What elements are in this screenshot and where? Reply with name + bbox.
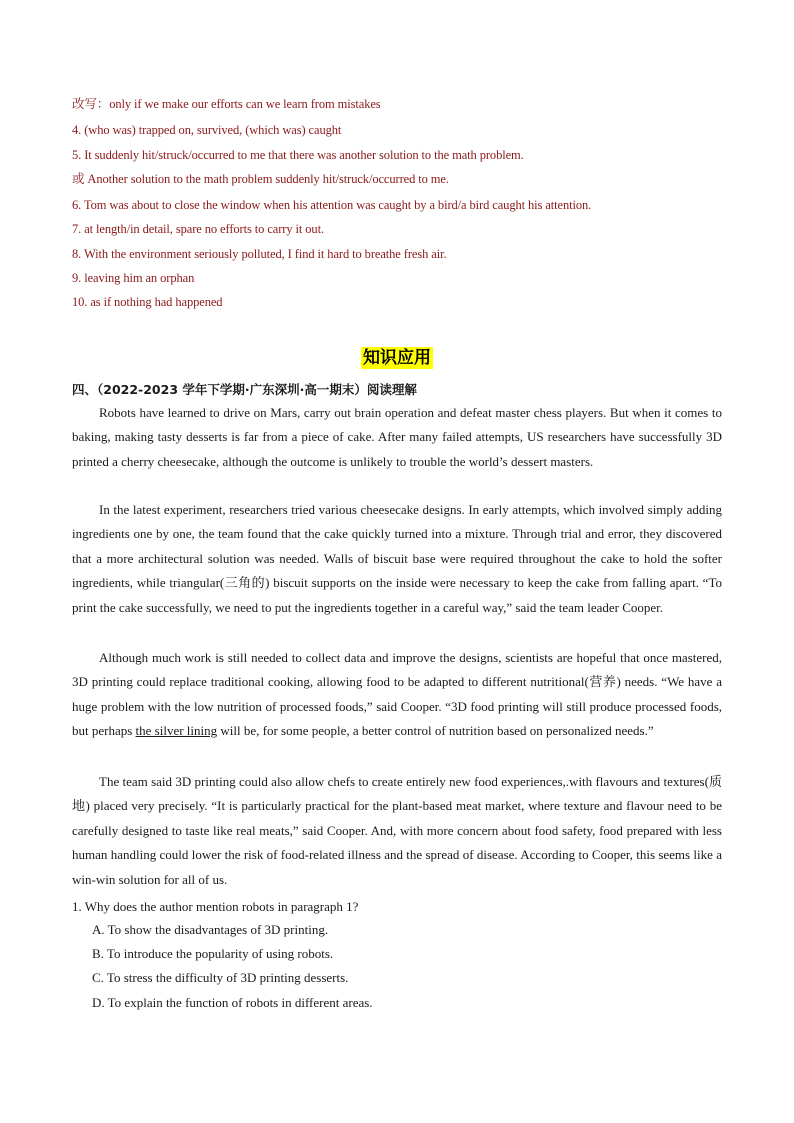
answer-9: 9. leaving him an orphan xyxy=(72,271,195,285)
question-header: 四、（2022-2023 学年下学期·广东深圳·高一期末）阅读理解 xyxy=(72,382,417,397)
answer-7: 7. at length/in detail, spare no efforts to carry it out. xyxy=(72,222,324,236)
question-1-stem: 1. Why does the author mention robots in paragraph 1? xyxy=(72,899,359,914)
section-title xyxy=(72,343,722,368)
underlined-phrase: the silver lining xyxy=(135,723,218,739)
passage-paragraph-1: Robots have learned to drive on Mars, carry out brain operation and defeat master chess players. But when it comes to baking, making tasty desserts is far from a piece of cake. After many failed attempts, US researchers have successfully 3D printed a cherry cheesecake, although the outcome is unlikely to trouble the world’s dessert masters. xyxy=(72,405,722,469)
option-b: B. To introduce the popularity of using robots. xyxy=(92,946,334,961)
passage-paragraph-4: The team said 3D printing could also allow chefs to create entirely new food experiences,.with flavours and textures(质地) placed very precisely. “It is particularly practical for the plant-based meat market, where texture and flavour need to be carefully designed to taste like real meats,” said Cooper. And, with more concern about food safety, food prepared with less human handling could lower the risk of food-related illness and the spread of disease. According to Cooper, this seems like a win-win solution for all of us. xyxy=(72,774,722,887)
option-c: C. To stress the difficulty of 3D printing desserts. xyxy=(92,970,349,985)
answer-8: 8. With the environment seriously polluted, I find it hard to breathe fresh air. xyxy=(72,247,447,261)
section-title-text: 知识应用 xyxy=(363,348,431,368)
answer-5-alt: 或 Another solution to the math problem suddenly hit/struck/occurred to me. xyxy=(72,172,449,186)
passage-paragraph-3-part-1: Although much work is still needed to collect data and improve the designs, scientists are hopeful that once mastered, 3D printing could replace traditional cooking, allowing food to be adapted to different nutritional(营养) needs. “We have a huge problem with the low nutrition of processed foods,” said Cooper. “3D food printing will still produce processed foods, but perhaps xyxy=(72,650,722,739)
option-d: D. To explain the function of robots in different areas. xyxy=(92,995,373,1010)
passage-paragraph-3 xyxy=(72,646,722,744)
answer-10: 10. as if nothing had happened xyxy=(72,295,223,309)
passage-paragraph-3-part-2: will be, for some people, a better control of nutrition based on personalized needs.” xyxy=(217,723,654,739)
answer-4: 4. (who was) trapped on, survived, (which was) caught xyxy=(72,123,342,137)
answer-6: 6. Tom was about to close the window when his attention was caught by a bird/a bird caught his attention. xyxy=(72,198,592,212)
answer-5: 5. It suddenly hit/struck/occurred to me that there was another solution to the math problem. xyxy=(72,148,524,162)
option-a: A. To show the disadvantages of 3D printing. xyxy=(92,922,329,937)
answer-rewrite: 改写：only if we make our efforts can we learn from mistakes xyxy=(72,97,381,111)
passage-paragraph-2: In the latest experiment, researchers tried various cheesecake designs. In early attempts, which involved simply adding ingredients one by one, the team found that the cake quickly turned into a mixture. Through trial and error, they discovered that a more architectural solution was needed. Walls of biscuit base were required throughout the cake to hold the softer ingredients, while triangular(三角的) biscuit supports on the inside were necessary to keep the cake from falling apart. “To print the cake successfully, we need to put the ingredients together in a careful way,” said the team leader Cooper. xyxy=(72,502,722,615)
